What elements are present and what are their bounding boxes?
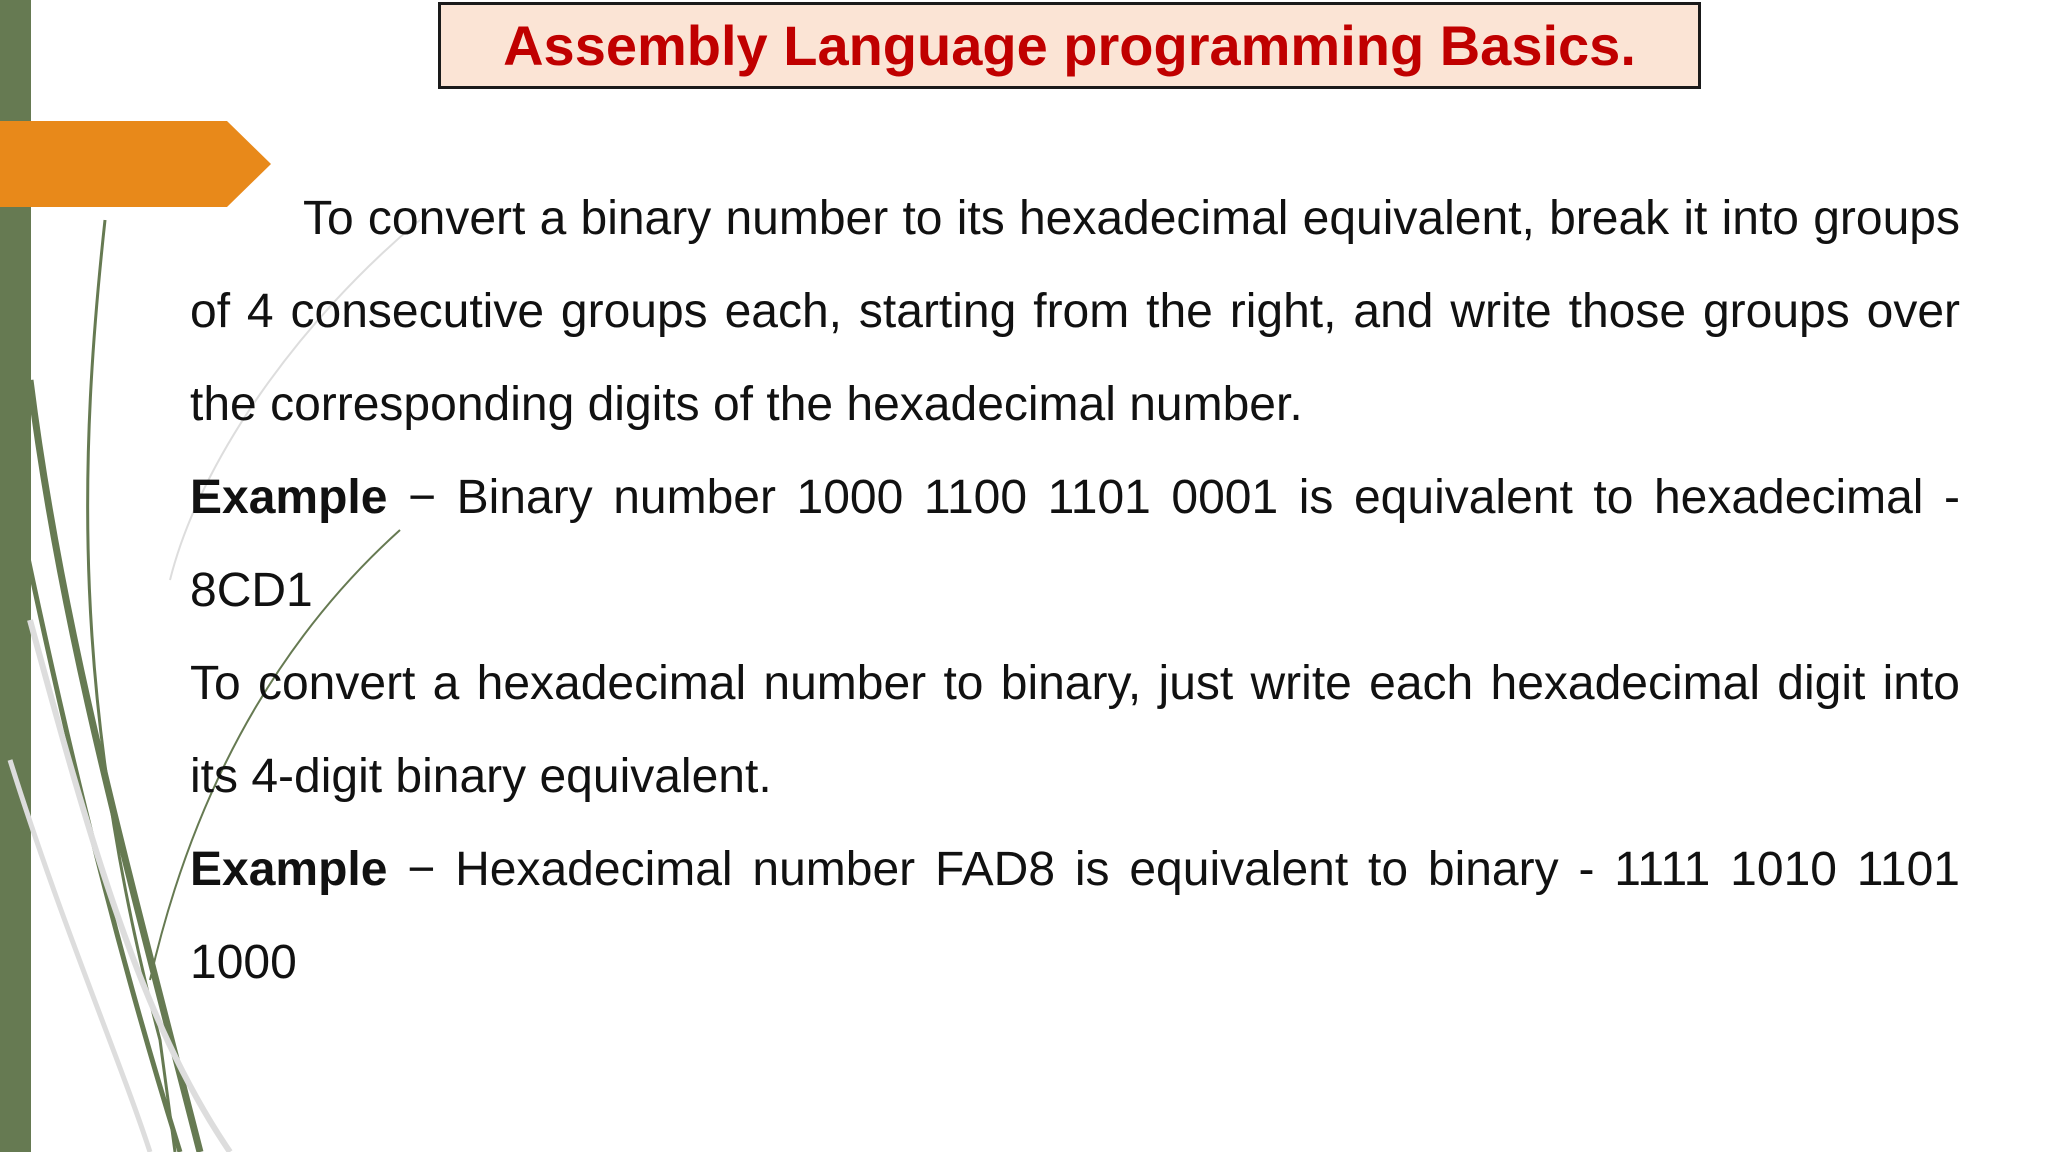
example-label: Example — [190, 471, 388, 524]
paragraph-example-2 — [190, 823, 1960, 1009]
example-text: − Binary number 1000 1100 1101 0001 is equivalent to hexadecimal - 8CD1 — [190, 471, 1960, 617]
paragraph-binary-to-hex — [190, 172, 1960, 451]
paragraph-text: To convert a hexadecimal number to binary, just write each hexadecimal digit into its 4-digit binary equivalent. — [190, 657, 1960, 803]
example-text: − Hexadecimal number FAD8 is equivalent to binary - 1111 1010 1101 1000 — [190, 843, 1960, 989]
paragraph-hex-to-binary — [190, 637, 1960, 823]
title-box — [438, 2, 1701, 89]
paragraph-example-1 — [190, 451, 1960, 637]
slide-body — [190, 172, 1960, 1009]
example-label: Example — [190, 843, 388, 896]
slide-title: Assembly Language programming Basics. — [503, 14, 1636, 77]
paragraph-text: To convert a binary number to its hexadecimal equivalent, break it into groups of 4 consecutive groups each, starting from the right, and write those groups over the corresponding digits of the hexadecimal number. — [190, 192, 1960, 431]
